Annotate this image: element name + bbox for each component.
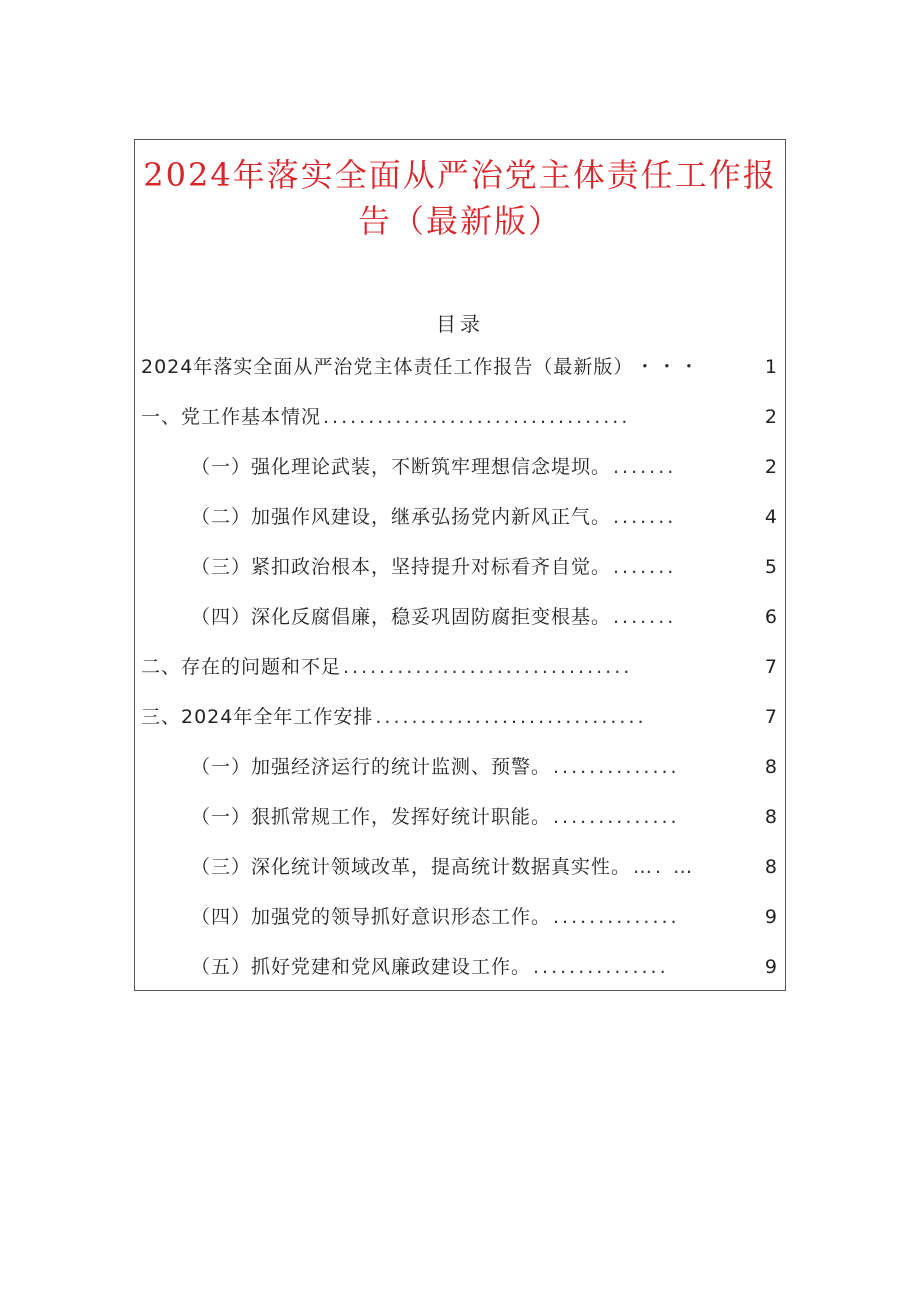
toc-entry-title: （四）加强党的领导抓好意识形态工作。 <box>191 906 552 928</box>
toc-entry-title: 二、存在的问题和不足 <box>141 656 342 678</box>
toc-entry-title: （三）深化统计领域改革，提高统计数据真实性。 <box>191 856 632 878</box>
toc-leader: ....... <box>613 606 677 628</box>
toc-page-number: 2 <box>764 406 777 428</box>
toc-page-number: 4 <box>764 506 777 528</box>
toc-entry-title: （二）加强作风建设，继承弘扬党内新风正气。 <box>191 506 612 528</box>
toc-page-number: 9 <box>764 906 777 928</box>
toc-page-number: 8 <box>764 806 777 828</box>
toc-leader: ................................ <box>343 656 633 678</box>
toc-leader: ・・・ <box>635 356 702 378</box>
toc-leader: .................................. <box>323 406 631 428</box>
toc-entry[interactable] <box>141 352 777 382</box>
toc-leader: …. … <box>633 856 696 878</box>
toc-leader: ............... <box>533 956 669 978</box>
toc-entry-title: （五）抓好党建和党风廉政建设工作。 <box>191 956 532 978</box>
toc-entry[interactable] <box>141 652 777 682</box>
toc-page-number: 6 <box>764 606 777 628</box>
toc-leader: ....... <box>613 456 677 478</box>
toc-page-number: 7 <box>764 706 777 728</box>
toc-page-number: 7 <box>764 656 777 678</box>
toc-entry[interactable] <box>141 402 777 432</box>
toc-entry[interactable] <box>191 502 777 532</box>
toc-leader: ....... <box>613 556 677 578</box>
toc-entry[interactable] <box>191 852 777 882</box>
toc-leader: .............. <box>553 906 680 928</box>
toc-leader: ....... <box>613 506 677 528</box>
toc-entry-title: （一）加强经济运行的统计监测、预警。 <box>191 756 552 778</box>
toc-entry[interactable] <box>191 752 777 782</box>
toc-entry-title: （一）强化理论武装，不断筑牢理想信念堤坝。 <box>191 456 612 478</box>
toc-leader: .............................. <box>375 706 647 728</box>
toc-entry[interactable] <box>141 702 777 732</box>
toc-page-number: 5 <box>764 556 777 578</box>
toc-entry[interactable] <box>191 602 777 632</box>
toc-leader: .............. <box>553 806 680 828</box>
toc-page-number: 1 <box>764 356 777 378</box>
toc-entry-title: （一）狠抓常规工作，发挥好统计职能。 <box>191 806 552 828</box>
toc-entry[interactable] <box>191 952 777 982</box>
toc-entry[interactable] <box>191 452 777 482</box>
toc-entry[interactable] <box>191 802 777 832</box>
toc-page-number: 8 <box>764 756 777 778</box>
toc-page-number: 2 <box>764 456 777 478</box>
toc-entry-title: 三、2024年全年工作安排 <box>141 706 374 728</box>
title-line-1: 2024年落实全面从严治党主体责任工作报 <box>143 156 777 194</box>
toc-entry[interactable] <box>191 902 777 932</box>
toc-entry-title: 2024年落实全面从严治党主体责任工作报告（最新版） <box>141 356 634 378</box>
toc-entry[interactable] <box>191 552 777 582</box>
toc-page-number: 8 <box>764 856 777 878</box>
document-title <box>135 152 785 244</box>
document-frame <box>134 139 786 991</box>
toc-heading: 目录 <box>436 312 484 336</box>
toc-entry-title: （四）深化反腐倡廉，稳妥巩固防腐拒变根基。 <box>191 606 612 628</box>
toc-leader: .............. <box>553 756 680 778</box>
toc-page-number: 9 <box>764 956 777 978</box>
title-line-2: 告（最新版） <box>357 202 562 240</box>
toc-entry-title: 一、党工作基本情况 <box>141 406 322 428</box>
toc-entry-title: （三）紧扣政治根本，坚持提升对标看齐自觉。 <box>191 556 612 578</box>
